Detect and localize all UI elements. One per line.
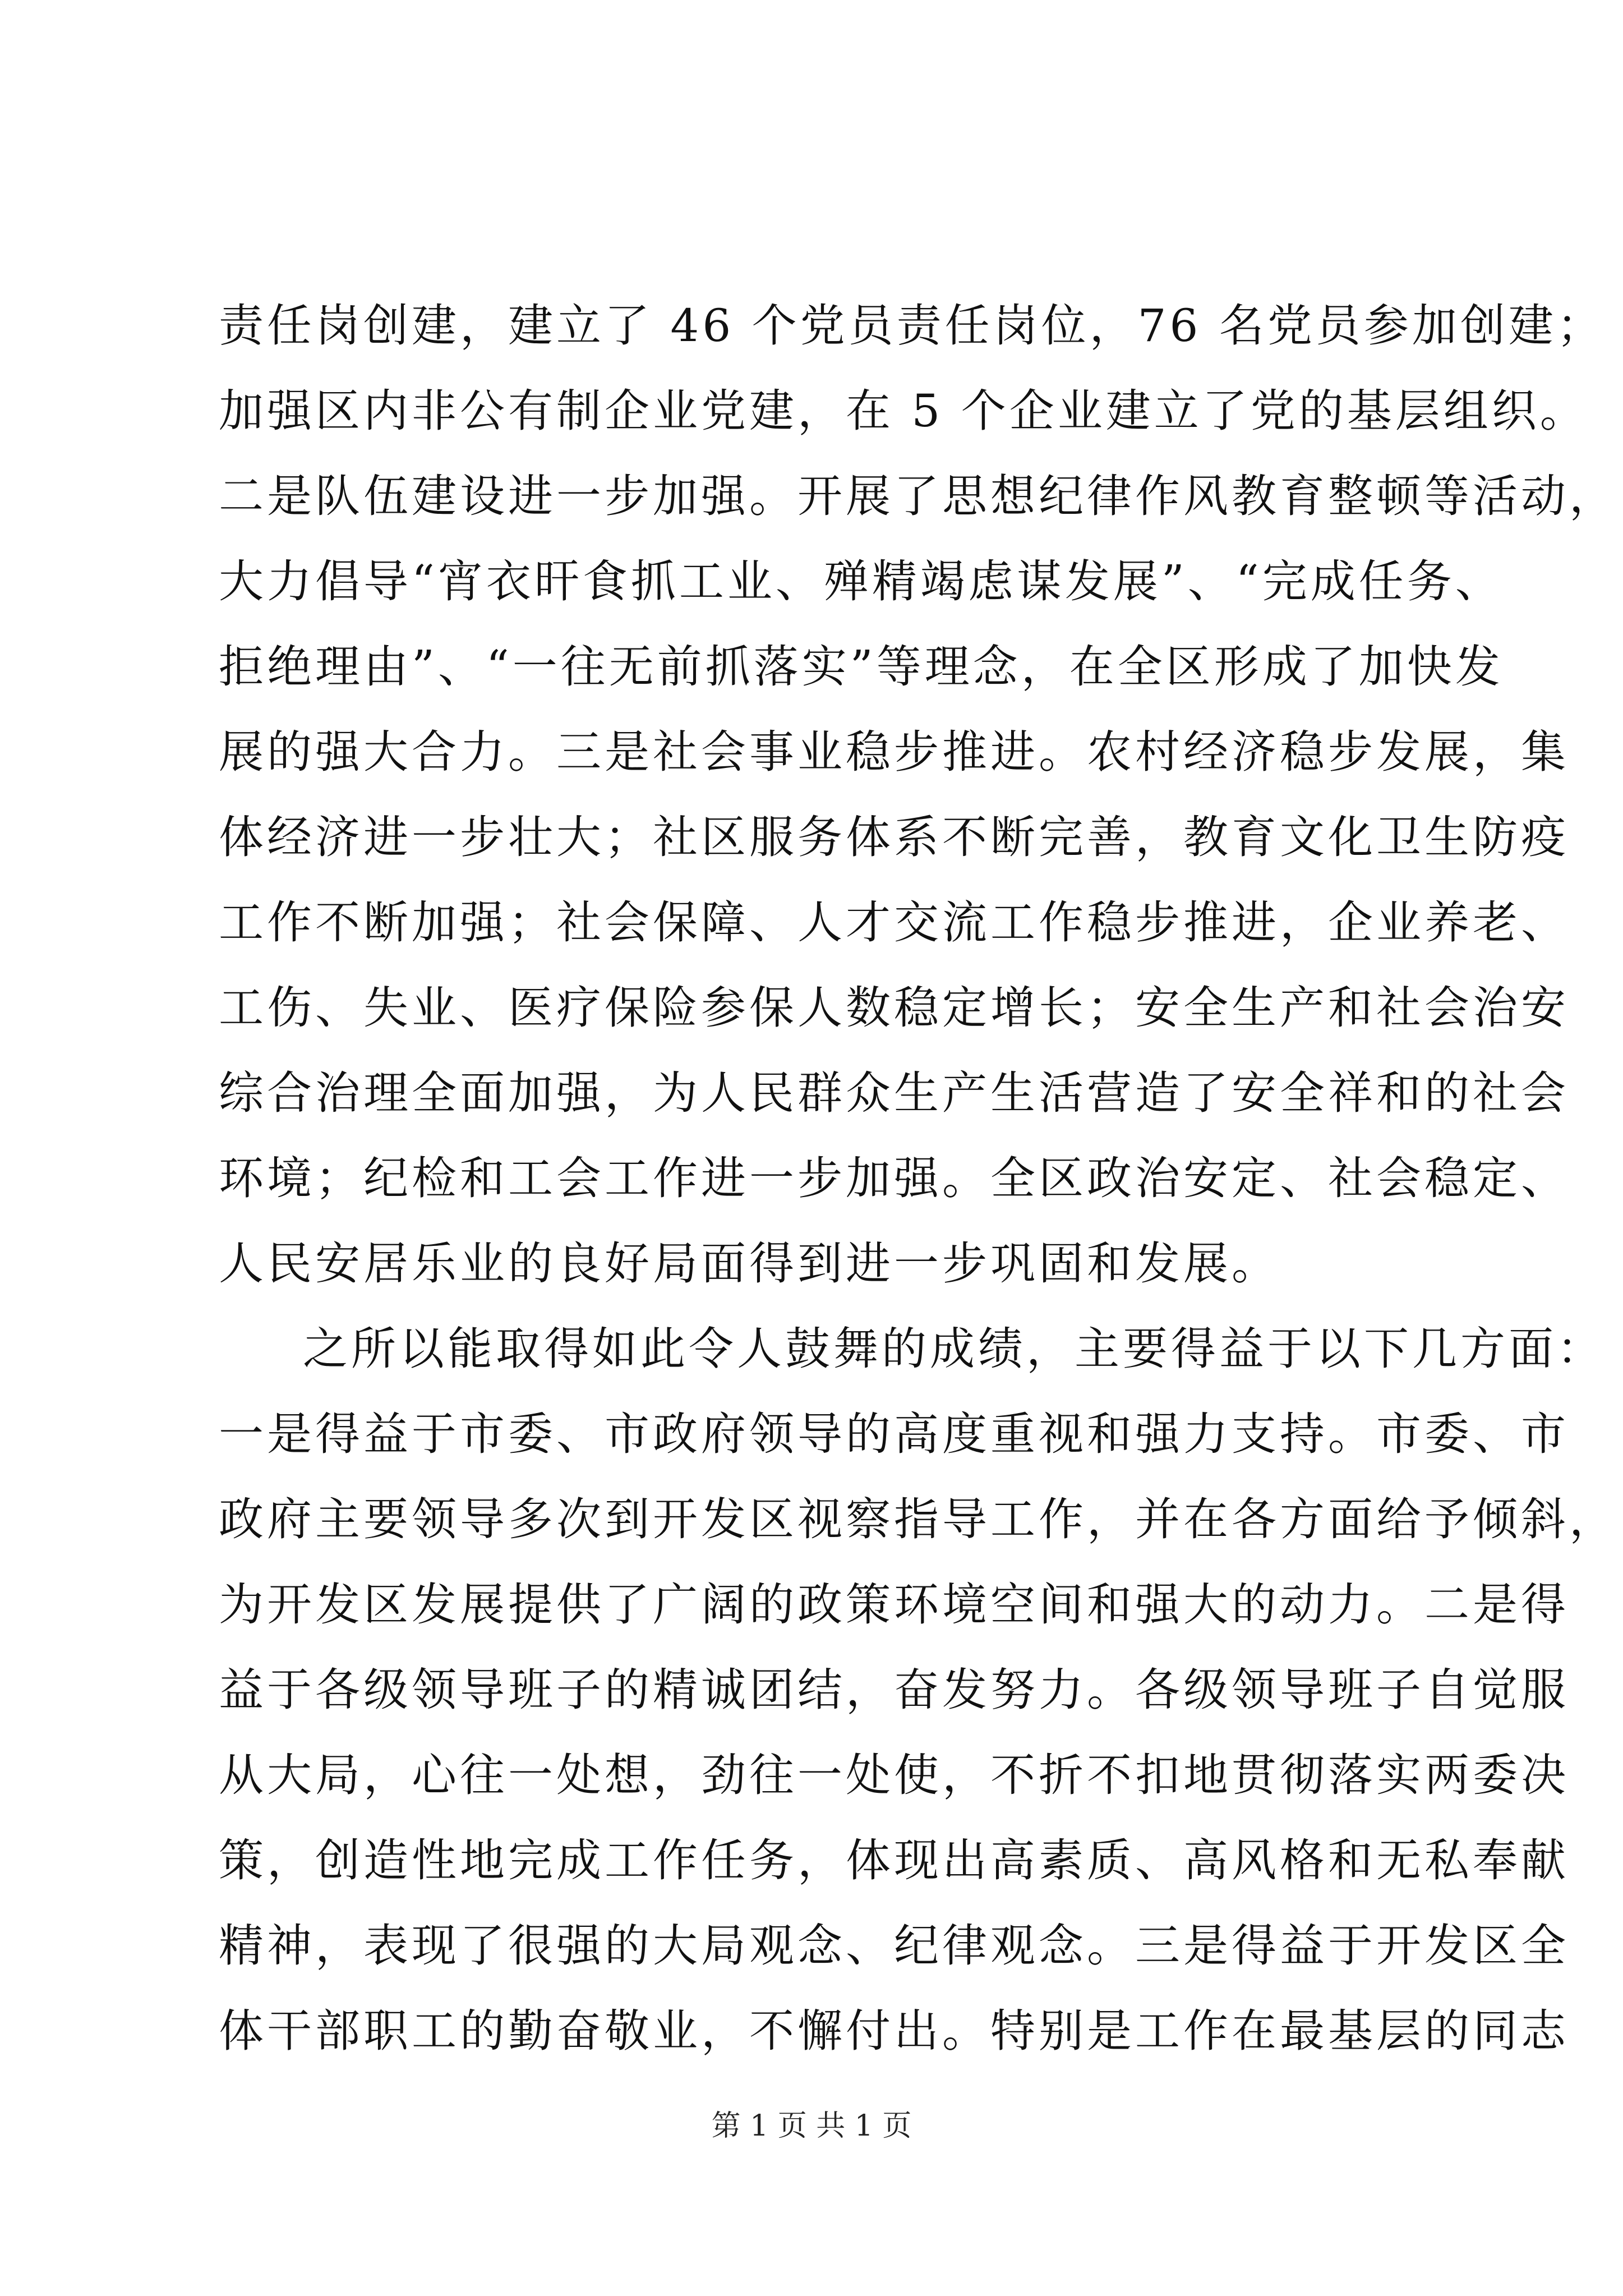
text-line: 综合治理全面加强，为人民群众生产生活营造了安全祥和的社会: [219, 1067, 1569, 1119]
body-text: [219, 283, 1617, 2074]
text-line: 体干部职工的勤奋敬业，不懈付出。特别是工作在最基层的同志: [219, 2005, 1569, 2057]
text-line: 责任岗创建，建立了 46 个党员责任岗位，76 名党员参加创建；: [219, 300, 1605, 352]
text-line: 工伤、失业、医疗保险参保人数稳定增长；安全生产和社会治安: [219, 982, 1569, 1034]
text-line: 工作不断加强；社会保障、人才交流工作稳步推进，企业养老、: [219, 896, 1569, 949]
text-line: 体经济进一步壮大；社区服务体系不断完善，教育文化卫生防疫: [219, 811, 1569, 863]
text-line: 二是队伍建设进一步加强。开展了思想纪律作风教育整顿等活动，: [219, 470, 1617, 522]
text-line: 展的强大合力。三是社会事业稳步推进。农村经济稳步发展，集: [219, 726, 1569, 778]
text-line: 一是得益于市委、市政府领导的高度重视和强力支持。市委、市: [219, 1408, 1569, 1460]
text-line: 拒绝理由”、“一往无前抓落实”等理念，在全区形成了加快发: [219, 641, 1504, 693]
text-line: 人民安居乐业的良好局面得到进一步巩固和发展。: [219, 1237, 1280, 1290]
text-line: 从大局，心往一处想，劲往一处使，不折不扣地贯彻落实两委决: [219, 1749, 1569, 1801]
text-line: 大力倡导“宵衣旰食抓工业、殚精竭虑谋发展”、“完成任务、: [219, 555, 1504, 608]
text-line: 益于各级领导班子的精诚团结，奋发努力。各级领导班子自觉服: [219, 1664, 1569, 1716]
text-line: 策，创造性地完成工作任务，体现出高素质、高风格和无私奉献: [219, 1834, 1569, 1887]
text-line: 为开发区发展提供了广阔的政策环境空间和强大的动力。二是得: [219, 1579, 1569, 1631]
paragraph-first-line: 之所以能取得如此令人鼓舞的成绩，主要得益于以下几方面：: [303, 1323, 1605, 1375]
text-line: 环境；纪检和工会工作进一步加强。全区政治安定、社会稳定、: [219, 1152, 1569, 1204]
text-line: 精神，表现了很强的大局观念、纪律观念。三是得益于开发区全: [219, 1920, 1569, 1972]
text-line: 政府主要领导多次到开发区视察指导工作，并在各方面给予倾斜，: [219, 1493, 1617, 1545]
page-footer: 第 1 页 共 1 页: [711, 2109, 912, 2143]
text-line: 加强区内非公有制企业党建，在 5 个企业建立了党的基层组织。: [219, 385, 1588, 437]
